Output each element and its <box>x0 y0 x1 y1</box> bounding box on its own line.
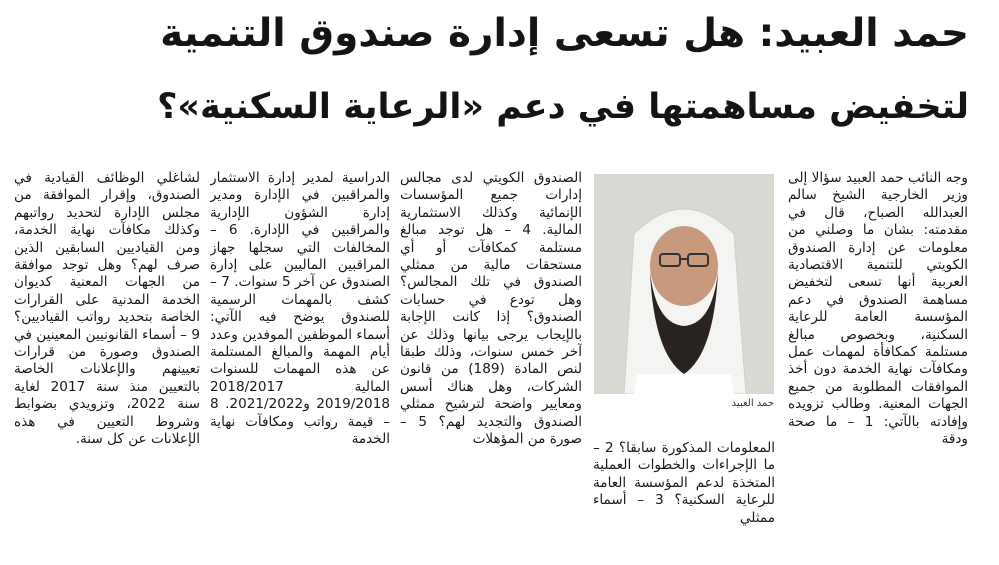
article-column-5 <box>14 170 200 560</box>
article-column-4 <box>210 170 390 560</box>
column-2-text: المعلومات المذكورة سابقا؟ 2 – ما الإجراءات والخطوات العملية المتخذة لدعم المؤسسة العامة للرعاية السكنية؟ 3 – أسماء ممثلي <box>593 440 775 526</box>
article-column-2 <box>593 440 775 560</box>
column-1-text: وجه النائب حمد العبيد سؤالا إلى وزير الخارجية الشيخ سالم العبدالله الصباح، قال في مقدمته: بشان ما وصلني من معلومات عن إدارة الصندوق الكويتي للتنمية الاقتصادية العربية أنها تسعى لتخفيض مساهمة الصندوق في دعم المؤسسة العامة للرعاية السكنية، وبخصوص مبالغ مستلمة كمكافأة لمهمات عمل ومكافآت نهاية الخدمة دون أخذ الموافقات المطلوبة من جميع الجهات المعنية. وطالب تزويده وإفادته بالآتي: 1 – ما صحة ودقة <box>788 170 968 448</box>
photo-caption: حمد العبيد <box>731 398 774 409</box>
column-5-text: لشاغلي الوظائف القيادية في الصندوق، وإقرار الموافقة من مجلس الإدارة لتحديد رواتبهم وكذلك مكافآت نهاية الخدمة، ومن القياديين السابقين الذين صرف لهم؟ وهل توجد موافقة من الجهات المعنية كديوان الخدمة المدنية على القرارات الخاصة بتحديد رواتب القياديين؟ 9 – أسماء القانونيين المعينين في الصندوق وصورة من قرارات تعيينهم والإعلانات الخاصة بالتعيين منذ سنة 2017 لغاية سنة 2022، وتزويدي بضوابط وشروط التعيين في هذه الإعلانات عن كل سنة. <box>14 170 200 448</box>
headline-line-2: لتخفيض مساهمتها في دعم «الرعاية السكنية»؟ <box>157 87 969 127</box>
author-photo <box>594 174 774 394</box>
portrait-illustration <box>594 174 774 394</box>
article-column-1 <box>788 170 968 560</box>
article-column-3 <box>400 170 582 560</box>
column-4-text: الدراسية لمدير إدارة الاستثمار والمراقبين في الإدارة ومدير إدارة الشؤون الإدارية والمراقبين في الإدارة. 6 – المخالفات التي سجلها جهاز المراقبين الماليين على إدارة الصندوق عن آخر 5 سنوات. 7 – كشف بالمهمات الرسمية للصندوق يوضح فيه الآتي: أسماء الموظفين الموفدين وعدد أيام المهمة والمبالغ المستلمة عن هذه المهمات للسنوات المالية 2018/2017 2019/2018 و2021/2022. 8 – قيمة رواتب ومكافآت نهاية الخدمة <box>210 170 390 448</box>
column-3-text: الصندوق الكويتي لدى مجالس إدارات جميع المؤسسات الإنمائية وكذلك الاستثمارية المالية. 4 – هل توجد مبالغ مستلمة كمكافآت أو أي مستحقات مالية من ممثلي الصندوق في تلك المجالس؟ وهل تودع في حسابات الصندوق؟ إذا كانت الإجابة بالإيجاب يرجى بيانها وذلك عن آخر خمس سنوات، وذلك طبقا لنص المادة (189) من قانون الشركات، وهل هناك أسس ومعايير واضحة لترشيح ممثلي الصندوق والتجديد لهم؟ 5 – صورة من المؤهلات <box>400 170 582 448</box>
headline-line-1: حمد العبيد: هل تسعى إدارة صندوق التنمية <box>160 11 969 56</box>
